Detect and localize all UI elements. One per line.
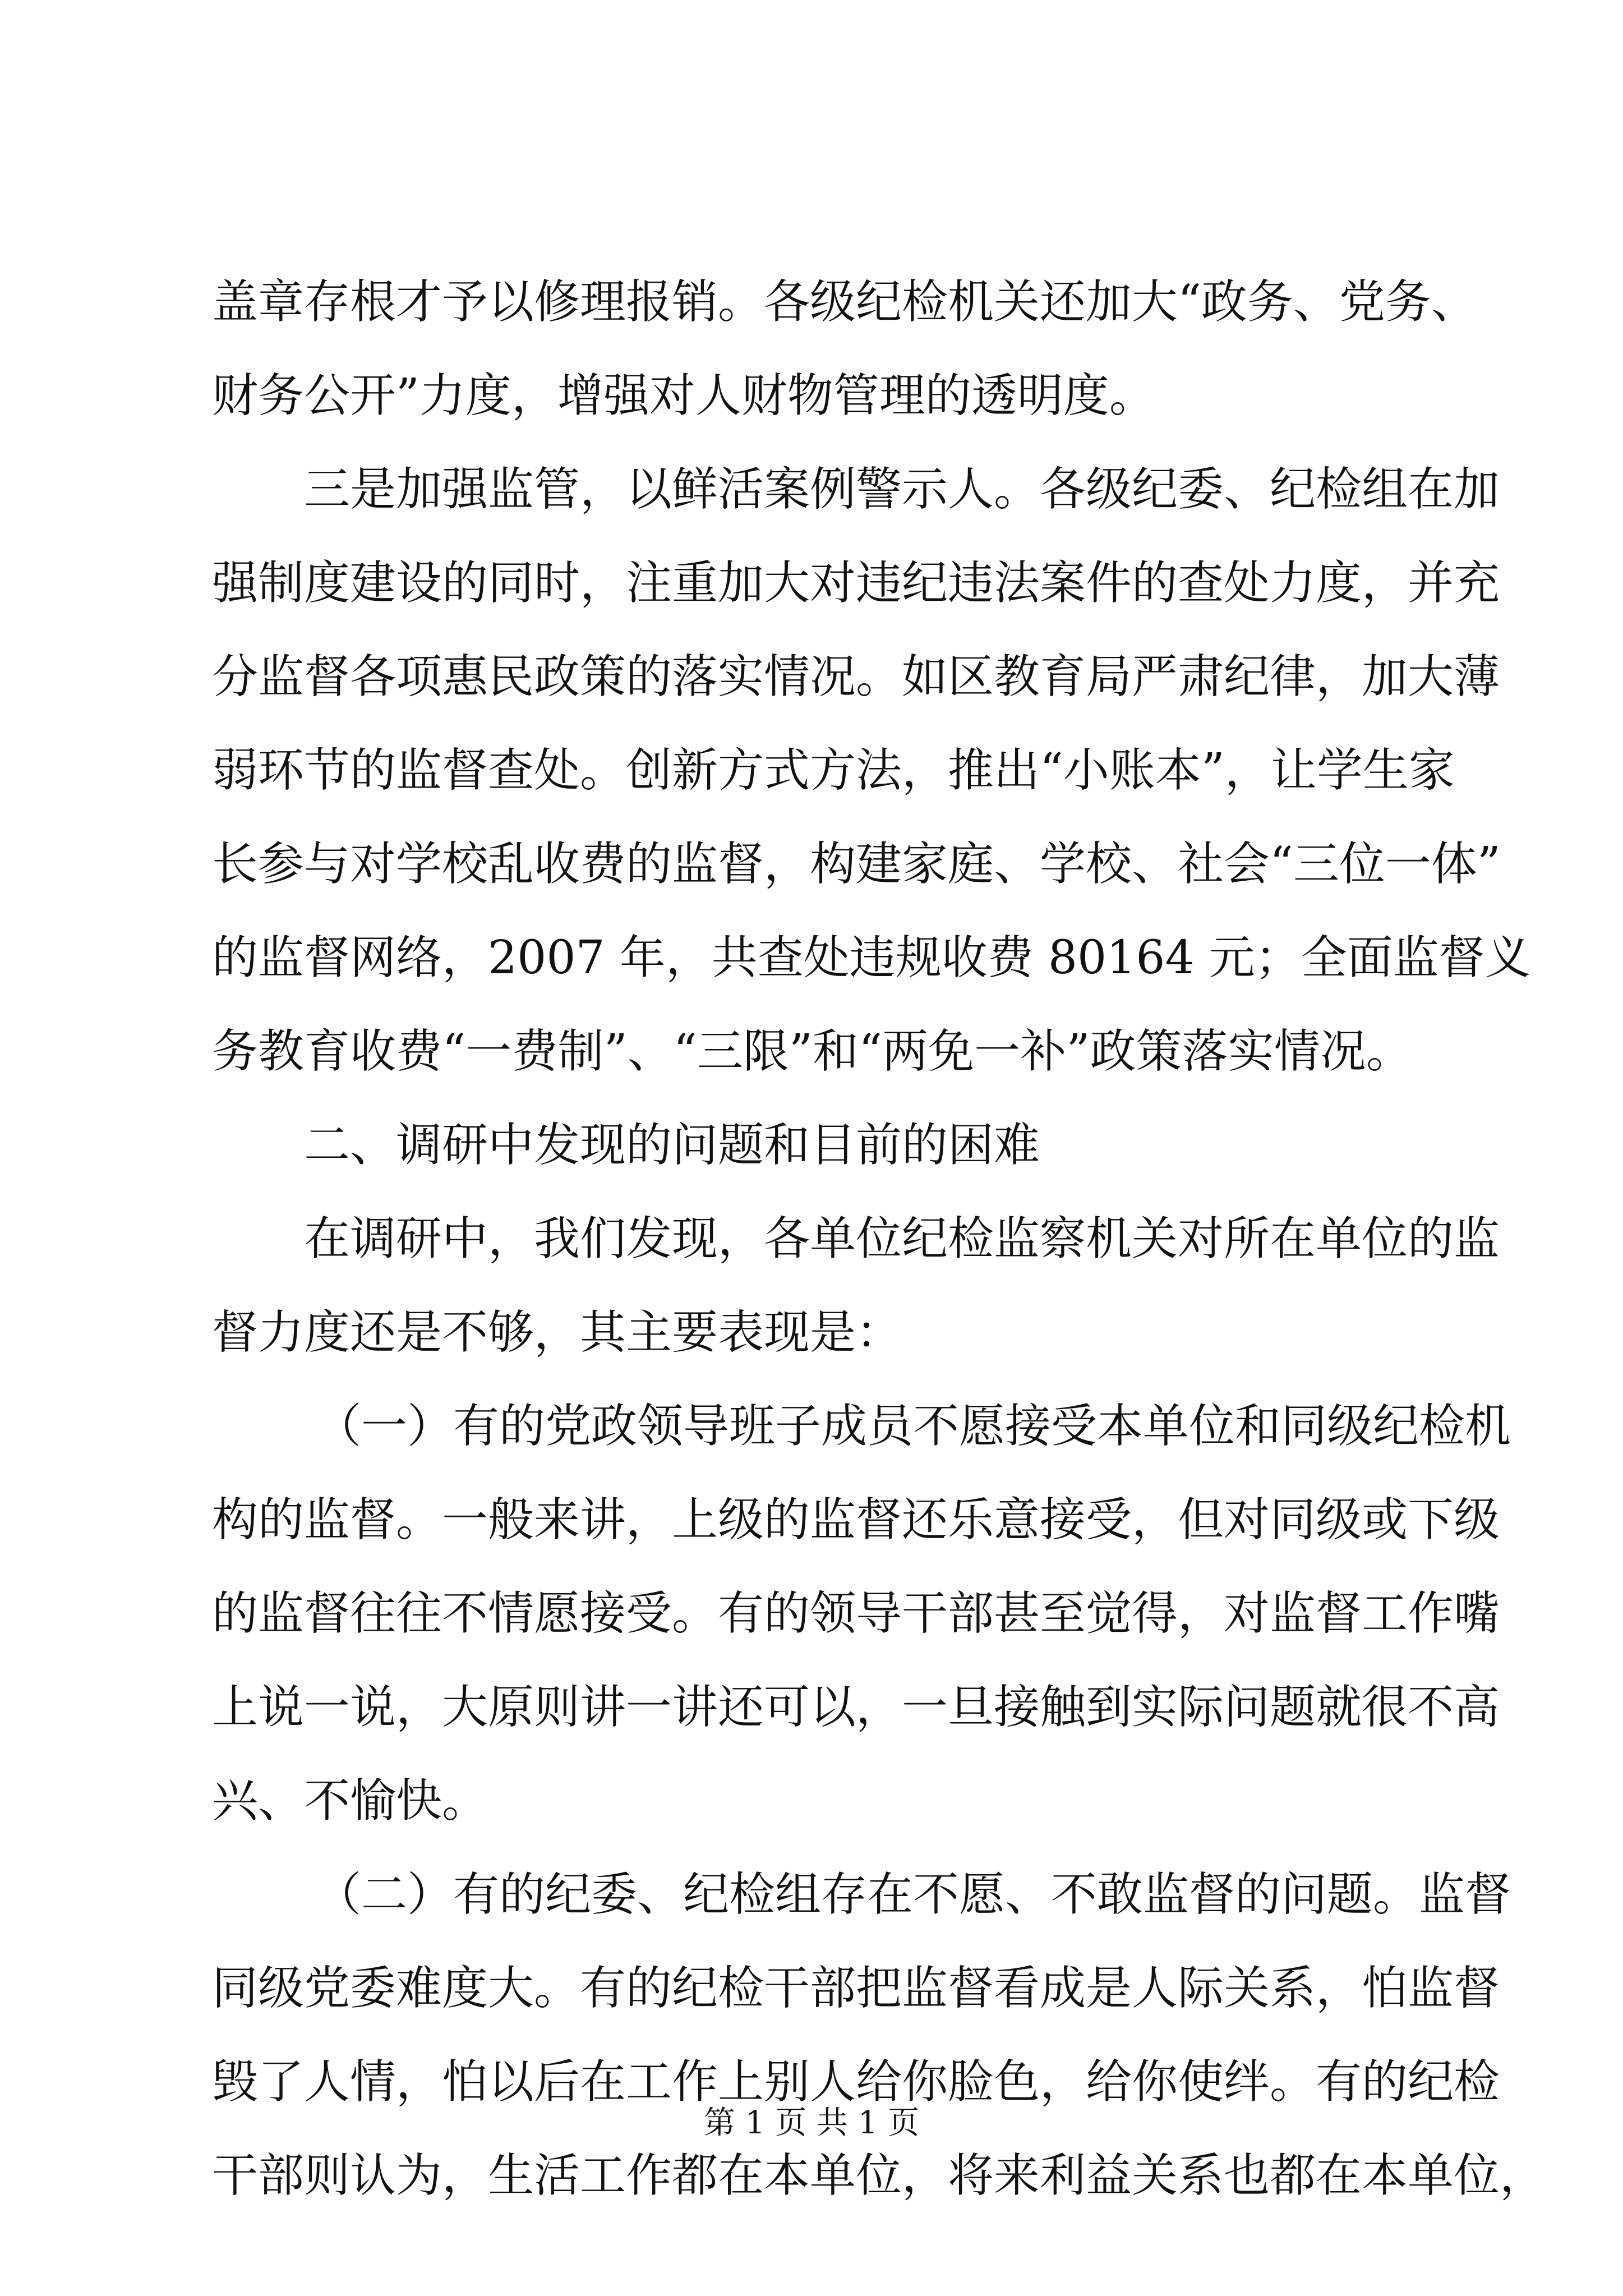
text-line: 长参与对学校乱收费的监督，构建家庭、学校、社会“三位一体” <box>212 838 1501 891</box>
text-line: 上说一说，大原则讲一讲还可以，一旦接触到实际问题就很不高 <box>212 1681 1500 1734</box>
text-line: 督力度还是不够，其主要表现是： <box>212 1306 902 1359</box>
text-line: 盖章存根才予以修理报销。各级纪检机关还加大“政务、党务、 <box>212 275 1477 329</box>
text-line: 三是加强监管，以鲜活案例警示人。各级纪委、纪检组在加 <box>304 463 1500 516</box>
text-line: （二）有的纪委、纪检组存在不愿、不敢监督的问题。监督 <box>315 1868 1511 1921</box>
section-heading: 二、调研中发现的问题和目前的困难 <box>304 1119 1040 1172</box>
text-line: 干部则认为，生活工作都在本单位，将来利益关系也都在本单位， <box>212 2149 1546 2202</box>
document-body <box>212 255 1546 2223</box>
text-line: 分监督各项惠民政策的落实情况。如区教育局严肃纪律，加大薄 <box>212 650 1500 703</box>
text-line: 财务公开”力度，增强对人财物管理的透明度。 <box>212 369 1155 422</box>
text-line: 弱环节的监督查处。创新方式方法，推出“小账本”，让学生家 <box>212 744 1455 797</box>
text-line: 务教育收费“一费制”、“三限”和“两免一补”政策落实情况。 <box>212 1025 1412 1078</box>
text-line: 的监督网络，2007 年，共查处违规收费 80164 元；全面监督义 <box>212 931 1531 984</box>
page-footer: 第 1 页 共 1 页 <box>703 2105 920 2141</box>
text-line: 同级党委难度大。有的纪检干部把监督看成是人际关系，怕监督 <box>212 1962 1500 2015</box>
text-line: 强制度建设的同时，注重加大对违纪违法案件的查处力度，并充 <box>212 556 1500 610</box>
text-line: 构的监督。一般来讲，上级的监督还乐意接受，但对同级或下级 <box>212 1493 1500 1547</box>
text-line: 兴、不愉快。 <box>212 1774 488 1828</box>
text-line: 毁了人情，怕以后在工作上别人给你脸色，给你使绊。有的纪检 <box>212 2055 1500 2109</box>
text-line: （一）有的党政领导班子成员不愿接受本单位和同级纪检机 <box>315 1400 1511 1453</box>
text-line: 的监督往往不情愿接受。有的领导干部甚至觉得，对监督工作嘴 <box>212 1587 1500 1640</box>
text-line: 在调研中，我们发现，各单位纪检监察机关对所在单位的监 <box>304 1212 1500 1266</box>
